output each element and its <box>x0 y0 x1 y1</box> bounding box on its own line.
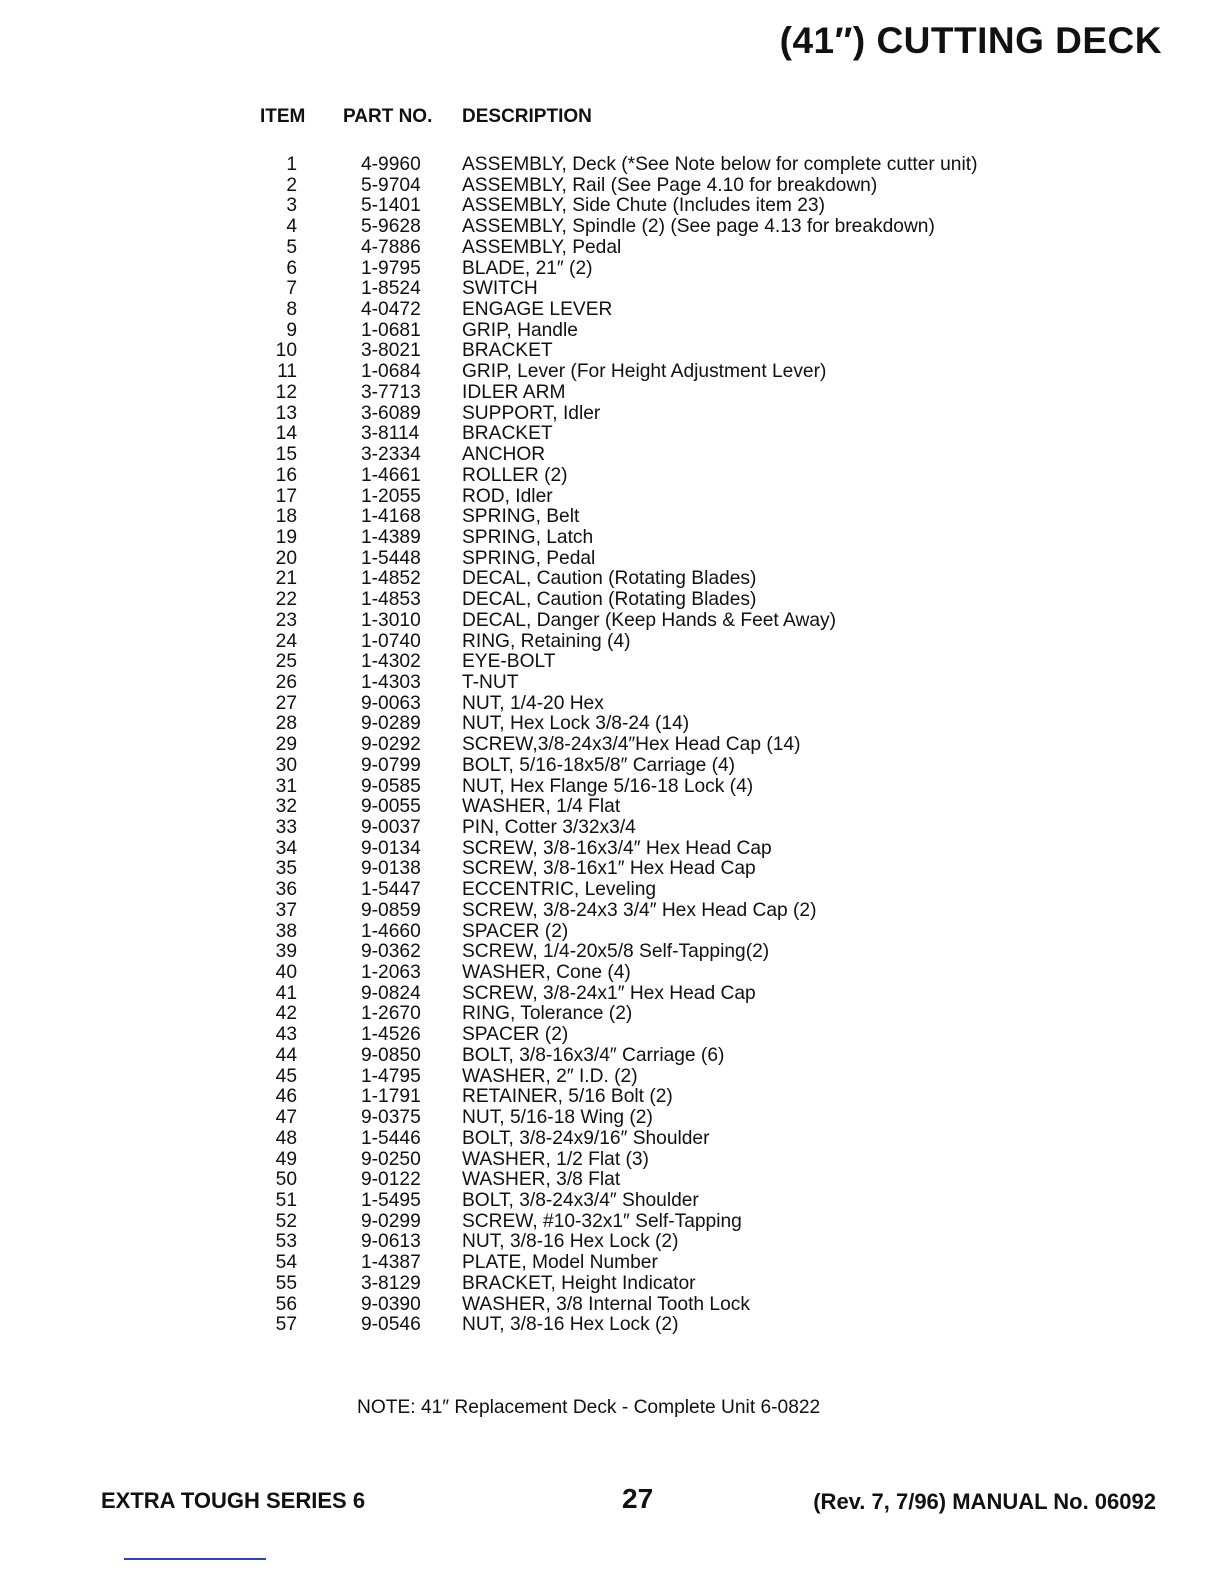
part-number: 1-5448 <box>361 547 421 569</box>
part-number: 3-8021 <box>361 340 421 362</box>
part-description: RING, Tolerance (2) <box>462 1003 633 1025</box>
part-description: WASHER, 3/8 Flat <box>462 1169 621 1191</box>
part-number: 9-0138 <box>361 858 421 880</box>
part-number: 1-4303 <box>361 671 421 693</box>
part-number: 4-0472 <box>361 299 421 321</box>
item-number: 46 <box>275 1086 297 1108</box>
part-description: GRIP, Lever (For Height Adjustment Lever) <box>462 361 827 383</box>
item-number: 34 <box>275 837 297 859</box>
part-description: ASSEMBLY, Side Chute (Includes item 23) <box>462 195 825 217</box>
item-number: 29 <box>275 734 297 756</box>
table-row <box>0 569 1224 590</box>
part-number: 1-0740 <box>361 630 421 652</box>
item-number: 19 <box>275 526 297 548</box>
item-number: 15 <box>275 444 297 466</box>
part-number: 9-0037 <box>361 817 421 838</box>
part-number: 1-0681 <box>361 319 421 341</box>
item-number: 2 <box>286 174 297 196</box>
table-row <box>0 1212 1224 1233</box>
table-row <box>0 797 1224 818</box>
part-description: WASHER, Cone (4) <box>462 962 631 984</box>
item-number: 17 <box>275 485 297 507</box>
part-description: PLATE, Model Number <box>462 1252 658 1274</box>
table-row <box>0 963 1224 984</box>
item-number: 26 <box>275 671 297 693</box>
table-row <box>0 632 1224 653</box>
table-row <box>0 259 1224 280</box>
table-row <box>0 756 1224 777</box>
table-row <box>0 176 1224 197</box>
item-number: 49 <box>275 1148 297 1170</box>
part-description: ASSEMBLY, Deck (*See Note below for complete cutter unit) <box>462 154 978 175</box>
part-number: 1-4526 <box>361 1024 421 1046</box>
part-description: SCREW, 1/4-20x5/8 Self-Tapping(2) <box>462 941 770 963</box>
part-description: SPACER (2) <box>462 1024 569 1046</box>
column-header-description: DESCRIPTION <box>462 106 592 127</box>
item-number: 10 <box>275 340 297 362</box>
table-row <box>0 1191 1224 1212</box>
item-number: 55 <box>275 1272 297 1294</box>
part-number: 9-0292 <box>361 734 421 756</box>
table-row <box>0 1315 1224 1336</box>
part-number: 1-5495 <box>361 1189 421 1211</box>
item-number: 43 <box>275 1024 297 1046</box>
part-number: 9-0613 <box>361 1231 421 1253</box>
table-row <box>0 694 1224 715</box>
table-row <box>0 528 1224 549</box>
table-row <box>0 1087 1224 1108</box>
table-row <box>0 1150 1224 1171</box>
item-number: 13 <box>275 402 297 424</box>
part-description: NUT, Hex Flange 5/16-18 Lock (4) <box>462 775 754 797</box>
item-number: 22 <box>275 589 297 611</box>
part-description: NUT, 3/8-16 Hex Lock (2) <box>462 1231 679 1253</box>
table-row <box>0 735 1224 756</box>
table-row <box>0 279 1224 300</box>
part-description: WASHER, 1/4 Flat <box>462 796 621 818</box>
part-description: ANCHOR <box>462 444 546 466</box>
item-number: 51 <box>275 1189 297 1211</box>
part-description: BOLT, 3/8-24x3/4″ Shoulder <box>462 1189 699 1211</box>
table-row <box>0 942 1224 963</box>
part-description: ASSEMBLY, Rail (See Page 4.10 for breakdown) <box>462 174 878 196</box>
part-description: ROLLER (2) <box>462 464 568 486</box>
item-number: 54 <box>275 1252 297 1274</box>
item-number: 14 <box>275 423 297 445</box>
footer-rule <box>124 1558 266 1560</box>
part-number: 9-0134 <box>361 837 421 859</box>
part-number: 1-8524 <box>361 278 421 300</box>
part-description: IDLER ARM <box>462 381 566 403</box>
part-description: BRACKET <box>462 423 553 445</box>
part-description: WASHER, 1/2 Flat (3) <box>462 1148 649 1170</box>
part-description: BRACKET <box>462 340 553 362</box>
part-description: WASHER, 2″ I.D. (2) <box>462 1065 638 1087</box>
part-number: 1-5447 <box>361 879 421 901</box>
item-number: 28 <box>275 713 297 735</box>
part-description: T-NUT <box>462 671 519 693</box>
item-number: 44 <box>275 1044 297 1066</box>
table-row <box>0 549 1224 570</box>
part-number: 1-4389 <box>361 526 421 548</box>
table-row <box>0 590 1224 611</box>
table-row <box>0 383 1224 404</box>
part-description: ECCENTRIC, Leveling <box>462 879 657 901</box>
item-number: 32 <box>275 796 297 818</box>
table-row <box>0 445 1224 466</box>
item-number: 33 <box>275 817 297 838</box>
part-description: RING, Retaining (4) <box>462 630 631 652</box>
item-number: 57 <box>275 1314 297 1336</box>
item-number: 4 <box>286 216 297 238</box>
part-number: 9-0850 <box>361 1044 421 1066</box>
replacement-note: NOTE: 41″ Replacement Deck - Complete Unit 6-0822 <box>357 1397 821 1418</box>
table-row <box>0 1274 1224 1295</box>
part-number: 1-4387 <box>361 1252 421 1274</box>
part-number: 1-4853 <box>361 589 421 611</box>
part-description: SCREW, 3/8-24x1″ Hex Head Cap <box>462 982 756 1004</box>
table-row <box>0 1025 1224 1046</box>
table-row <box>0 922 1224 943</box>
table-row <box>0 652 1224 673</box>
part-description: GRIP, Handle <box>462 319 578 341</box>
table-row <box>0 777 1224 798</box>
table-row <box>0 880 1224 901</box>
part-description: SCREW, #10-32x1″ Self-Tapping <box>462 1210 742 1232</box>
table-row <box>0 362 1224 383</box>
part-description: SCREW, 3/8-16x1″ Hex Head Cap <box>462 858 756 880</box>
part-number: 1-2670 <box>361 1003 421 1025</box>
item-number: 56 <box>275 1293 297 1315</box>
table-row <box>0 1129 1224 1150</box>
part-description: BLADE, 21″ (2) <box>462 257 593 279</box>
part-number: 9-0299 <box>361 1210 421 1232</box>
part-number: 1-2063 <box>361 962 421 984</box>
item-number: 23 <box>275 609 297 631</box>
part-number: 9-0375 <box>361 1107 421 1129</box>
part-number: 3-6089 <box>361 402 421 424</box>
table-row <box>0 1232 1224 1253</box>
part-number: 9-0546 <box>361 1314 421 1336</box>
table-row <box>0 300 1224 321</box>
item-number: 7 <box>286 278 297 300</box>
part-number: 1-2055 <box>361 485 421 507</box>
item-number: 35 <box>275 858 297 880</box>
table-row <box>0 984 1224 1005</box>
table-row <box>0 155 1224 176</box>
item-number: 24 <box>275 630 297 652</box>
table-row <box>0 714 1224 735</box>
item-number: 37 <box>275 899 297 921</box>
part-description: SPRING, Pedal <box>462 547 596 569</box>
table-row <box>0 1046 1224 1067</box>
part-number: 1-4168 <box>361 506 421 528</box>
footer-page-number: 27 <box>622 1483 654 1514</box>
table-row <box>0 404 1224 425</box>
part-number: 5-9628 <box>361 216 421 238</box>
part-description: SWITCH <box>462 278 538 300</box>
table-row <box>0 487 1224 508</box>
part-description: ENGAGE LEVER <box>462 299 613 321</box>
footer-manual-number: (Rev. 7, 7/96) MANUAL No. 06092 <box>813 1489 1156 1514</box>
column-header-part-no: PART NO. <box>343 106 433 127</box>
table-row <box>0 818 1224 839</box>
item-number: 27 <box>275 692 297 714</box>
item-number: 30 <box>275 754 297 776</box>
part-description: BOLT, 5/16-18x5/8″ Carriage (4) <box>462 754 736 776</box>
table-row <box>0 859 1224 880</box>
part-number: 9-0390 <box>361 1293 421 1315</box>
table-row <box>0 1067 1224 1088</box>
part-description: NUT, 3/8-16 Hex Lock (2) <box>462 1314 679 1336</box>
item-number: 52 <box>275 1210 297 1232</box>
item-number: 41 <box>275 982 297 1004</box>
table-row <box>0 839 1224 860</box>
part-number: 1-3010 <box>361 609 421 631</box>
table-row <box>0 424 1224 445</box>
table-row <box>0 238 1224 259</box>
item-number: 12 <box>275 381 297 403</box>
table-row <box>0 321 1224 342</box>
part-number: 9-0799 <box>361 754 421 776</box>
item-number: 50 <box>275 1169 297 1191</box>
item-number: 18 <box>275 506 297 528</box>
item-number: 20 <box>275 547 297 569</box>
part-description: RETAINER, 5/16 Bolt (2) <box>462 1086 673 1108</box>
part-description: EYE-BOLT <box>462 651 556 673</box>
item-number: 39 <box>275 941 297 963</box>
item-number: 31 <box>275 775 297 797</box>
part-description: DECAL, Caution (Rotating Blades) <box>462 568 757 590</box>
item-number: 36 <box>275 879 297 901</box>
part-description: WASHER, 3/8 Internal Tooth Lock <box>462 1293 750 1315</box>
item-number: 16 <box>275 464 297 486</box>
part-number: 9-0250 <box>361 1148 421 1170</box>
part-number: 9-0122 <box>361 1169 421 1191</box>
item-number: 47 <box>275 1107 297 1129</box>
part-number: 3-8114 <box>361 423 420 445</box>
table-row <box>0 1170 1224 1191</box>
item-number: 11 <box>277 361 297 383</box>
part-number: 1-4661 <box>361 464 421 486</box>
table-row <box>0 217 1224 238</box>
item-number: 25 <box>275 651 297 673</box>
page-title: (41″) CUTTING DECK <box>779 20 1162 61</box>
part-number: 9-0055 <box>361 796 421 818</box>
part-number: 1-4795 <box>361 1065 421 1087</box>
part-description: ASSEMBLY, Pedal <box>462 236 622 258</box>
part-number: 1-5446 <box>361 1127 421 1149</box>
part-description: SUPPORT, Idler <box>462 402 601 424</box>
part-number: 9-0824 <box>361 982 421 1004</box>
part-number: 1-4302 <box>361 651 421 673</box>
part-description: BOLT, 3/8-24x9/16″ Shoulder <box>462 1127 710 1149</box>
part-number: 9-0859 <box>361 899 421 921</box>
item-number: 42 <box>275 1003 297 1025</box>
item-number: 53 <box>275 1231 297 1253</box>
footer-series: EXTRA TOUGH SERIES 6 <box>101 1488 366 1513</box>
part-number: 1-9795 <box>361 257 421 279</box>
part-description: ASSEMBLY, Spindle (2) (See page 4.13 for breakdown) <box>462 216 935 238</box>
table-row <box>0 466 1224 487</box>
part-description: SPACER (2) <box>462 920 569 942</box>
part-description: SPRING, Latch <box>462 526 594 548</box>
part-description: SPRING, Belt <box>462 506 580 528</box>
part-description: BOLT, 3/8-16x3/4″ Carriage (6) <box>462 1044 725 1066</box>
table-row <box>0 1108 1224 1129</box>
part-description: BRACKET, Height Indicator <box>462 1272 696 1294</box>
part-number: 9-0585 <box>361 775 421 797</box>
part-description: SCREW,3/8-24x3/4″Hex Head Cap (14) <box>462 734 801 756</box>
item-number: 38 <box>275 920 297 942</box>
part-number: 9-0362 <box>361 941 421 963</box>
parts-list <box>0 155 1224 1336</box>
part-number: 1-4852 <box>361 568 421 590</box>
table-row <box>0 341 1224 362</box>
part-description: DECAL, Danger (Keep Hands & Feet Away) <box>462 609 836 631</box>
item-number: 21 <box>275 568 297 590</box>
part-description: DECAL, Caution (Rotating Blades) <box>462 589 757 611</box>
part-description: PIN, Cotter 3/32x3/4 <box>462 817 636 838</box>
part-number: 5-1401 <box>361 195 421 217</box>
part-description: SCREW, 3/8-24x3 3/4″ Hex Head Cap (2) <box>462 899 817 921</box>
part-description: ROD, Idler <box>462 485 553 507</box>
table-row <box>0 1253 1224 1274</box>
part-number: 3-2334 <box>361 444 421 466</box>
item-number: 9 <box>286 319 297 341</box>
table-row <box>0 1295 1224 1316</box>
part-description: NUT, Hex Lock 3/8-24 (14) <box>462 713 690 735</box>
item-number: 6 <box>286 257 297 279</box>
part-number: 3-8129 <box>361 1272 421 1294</box>
table-row <box>0 1004 1224 1025</box>
item-number: 3 <box>286 195 297 217</box>
table-row <box>0 673 1224 694</box>
table-row <box>0 611 1224 632</box>
table-row <box>0 507 1224 528</box>
table-row <box>0 901 1224 922</box>
part-number: 3-7713 <box>361 381 421 403</box>
part-number: 5-9704 <box>361 174 421 196</box>
item-number: 5 <box>286 236 297 258</box>
part-number: 9-0289 <box>361 713 421 735</box>
part-description: NUT, 5/16-18 Wing (2) <box>462 1107 653 1129</box>
part-description: SCREW, 3/8-16x3/4″ Hex Head Cap <box>462 837 772 859</box>
part-description: NUT, 1/4-20 Hex <box>462 692 604 714</box>
part-number: 1-1791 <box>361 1086 421 1108</box>
item-number: 40 <box>275 962 297 984</box>
part-number: 4-9960 <box>361 154 421 175</box>
column-header-item: ITEM <box>260 106 306 127</box>
item-number: 8 <box>286 299 297 321</box>
table-row <box>0 196 1224 217</box>
part-number: 4-7886 <box>361 236 421 258</box>
item-number: 1 <box>286 154 297 175</box>
item-number: 48 <box>275 1127 297 1149</box>
part-number: 1-0684 <box>361 361 421 383</box>
part-number: 9-0063 <box>361 692 421 714</box>
item-number: 45 <box>275 1065 297 1087</box>
part-number: 1-4660 <box>361 920 421 942</box>
